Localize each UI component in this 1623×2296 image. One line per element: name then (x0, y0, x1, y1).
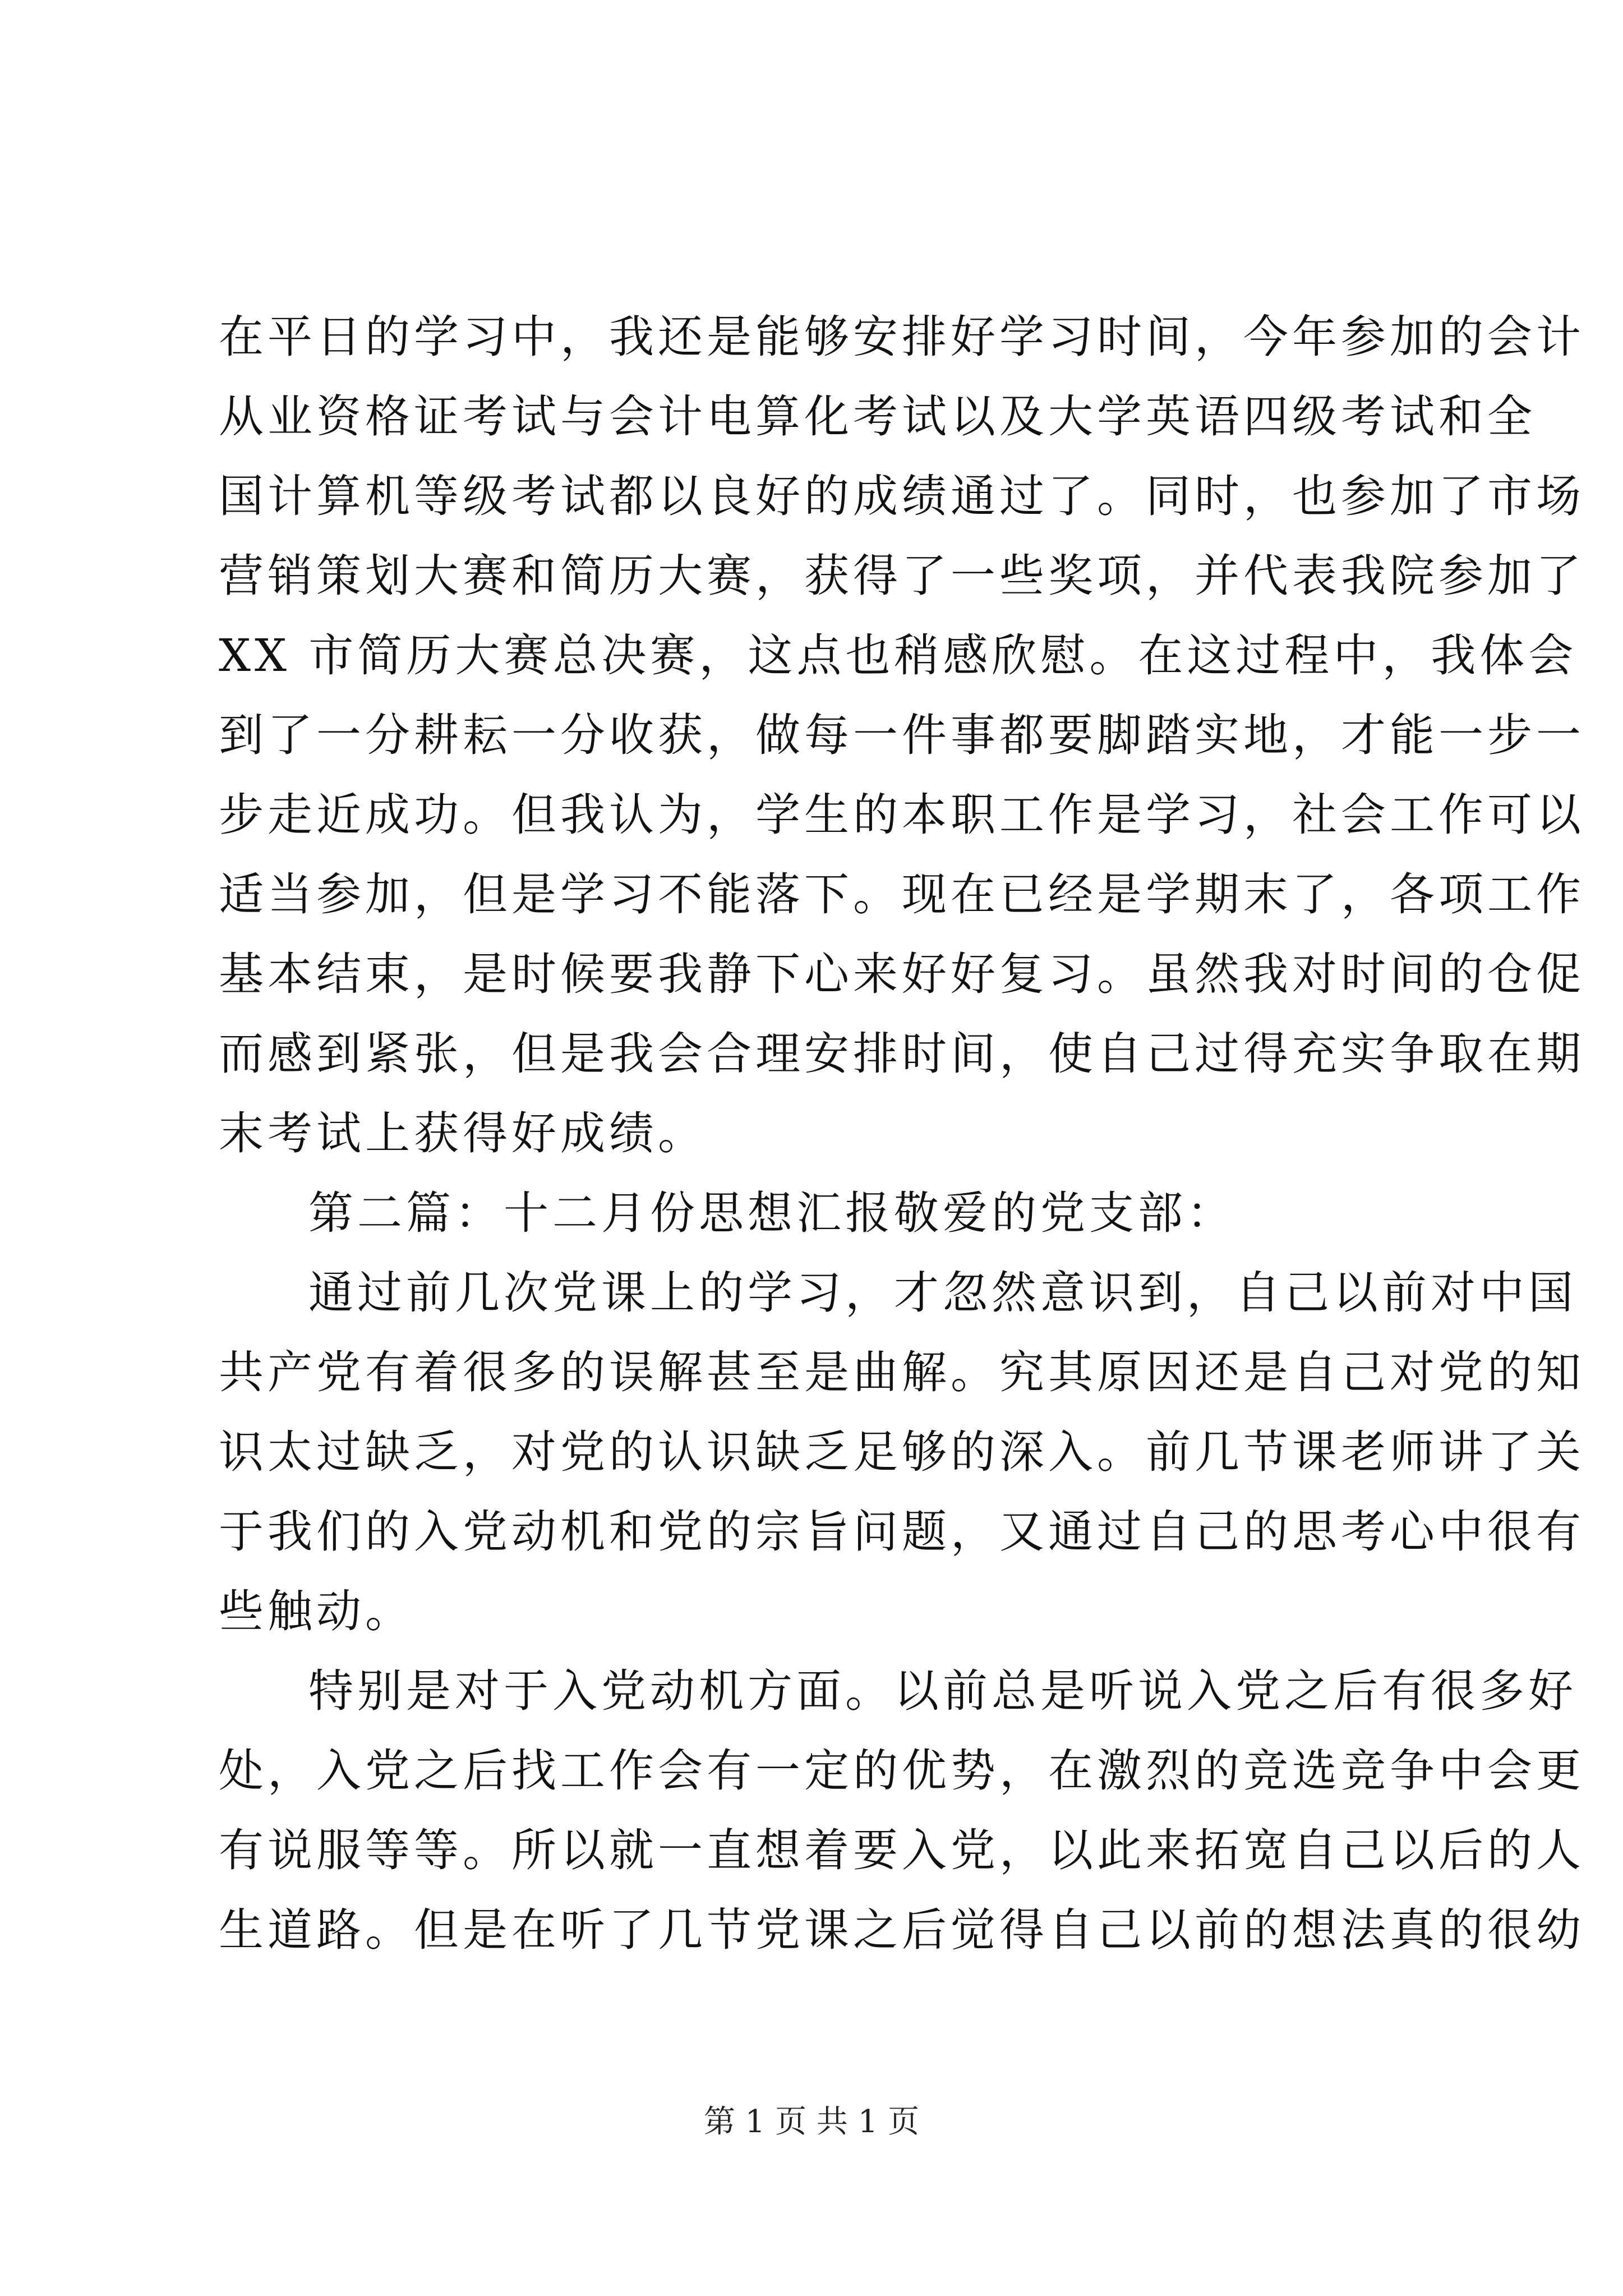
text-line: 特别是对于入党动机方面。以前总是听说入党之后有很多好 (308, 1665, 1577, 1717)
text-line: 些触动。 (219, 1585, 414, 1637)
text-line: 基本结束，是时候要我静下心来好好复习。虽然我对时间的仓促 (219, 948, 1585, 1000)
page-footer: 第 1 页 共 1 页 (703, 2104, 920, 2140)
text-line: 国计算机等级考试都以良好的成绩通过了。同时，也参加了市场 (219, 470, 1585, 522)
text-line: 处，入党之后找工作会有一定的优势，在激烈的竞选竞争中会更 (219, 1745, 1585, 1797)
text-line: 共产党有着很多的误解甚至是曲解。究其原因还是自己对党的知 (219, 1346, 1585, 1398)
text-line: 到了一分耕耘一分收获，做每一件事都要脚踏实地，才能一步一 (219, 709, 1585, 761)
text-line: 有说服等等。所以就一直想着要入党，以此来拓宽自己以后的人 (219, 1824, 1585, 1876)
text-line: 在平日的学习中，我还是能够安排好学习时间，今年参加的会计 (219, 311, 1585, 363)
text-line: 识太过缺乏，对党的认识缺乏足够的深入。前几节课老师讲了关 (219, 1426, 1585, 1478)
document-body (219, 297, 1585, 1970)
text-line: 适当参加，但是学习不能落下。现在已经是学期末了，各项工作 (219, 868, 1585, 921)
text-line: 于我们的入党动机和党的宗旨问题，又通过自己的思考心中很有 (219, 1506, 1585, 1558)
text-line: 通过前几次党课上的学习，才忽然意识到，自己以前对中国 (308, 1267, 1577, 1319)
text-line: XX 市简历大赛总决赛，这点也稍感欣慰。在这过程中，我体会 (219, 629, 1578, 682)
text-line: 而感到紧张，但是我会合理安排时间，使自己过得充实争取在期 (219, 1028, 1585, 1080)
text-line: 营销策划大赛和简历大赛，获得了一些奖项，并代表我院参加了 (219, 550, 1585, 602)
text-line: 步走近成功。但我认为，学生的本职工作是学习，社会工作可以 (219, 789, 1585, 841)
text-line: 生道路。但是在听了几节党课之后觉得自己以前的想法真的很幼 (219, 1904, 1585, 1956)
text-line: 从业资格证考试与会计电算化考试以及大学英语四级考试和全 (219, 390, 1536, 443)
text-line: 末考试上获得好成绩。 (219, 1107, 707, 1159)
section-heading: 第二篇：十二月份思想汇报敬爱的党支部： (308, 1187, 1235, 1239)
